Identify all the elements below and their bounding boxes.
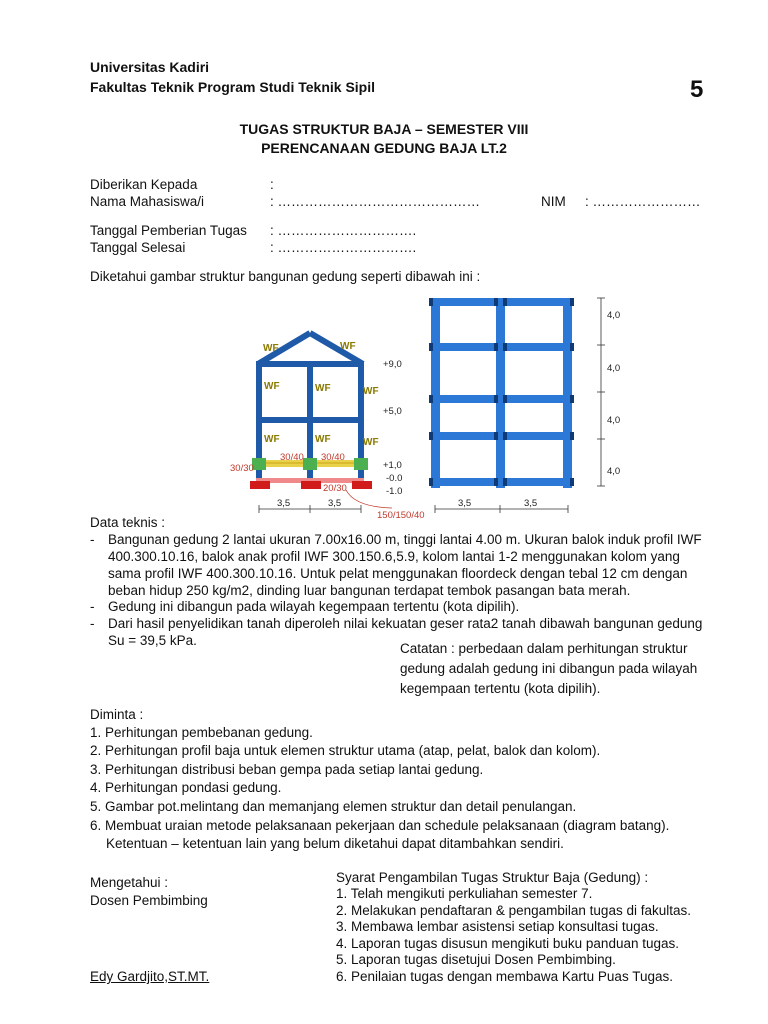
elevation-1: +1,0 bbox=[383, 460, 402, 471]
label-beam-30-40-right: 30/40 bbox=[321, 452, 345, 463]
tech-item-2: Gedung ini dibangun pada wilayah kegempaan tertentu (kota dipilih). bbox=[108, 599, 520, 614]
elevation-9: +9,0 bbox=[383, 359, 402, 370]
given-to-colon: : bbox=[270, 177, 274, 192]
label-col-30-30: 30/30 bbox=[230, 463, 254, 474]
student-name-field: : ……………………………………… bbox=[270, 194, 481, 209]
elevation-5: +5,0 bbox=[383, 406, 402, 417]
tech-item-3-line-1: Dari hasil penyelidikan tanah diperoleh nilai kekuatan geser rata2 tanah dibawah bangunan gedung bbox=[108, 616, 703, 631]
student-name-label: Nama Mahasiswa/i bbox=[90, 194, 205, 209]
university-name: Universitas Kadiri bbox=[90, 59, 210, 75]
requested-item-4: 4. Perhitungan pondasi gedung. bbox=[90, 780, 282, 795]
label-wf-col-5: WF bbox=[315, 434, 331, 445]
label-wf-col-6: WF bbox=[363, 437, 379, 448]
elevation-minus-1: -1.0 bbox=[386, 486, 403, 497]
tech-item-1-line-4: beban hidup 250 kg/m2, dinding luar bangunan terdapat tembok pasangan bata merah. bbox=[108, 583, 631, 598]
label-wf-roof-right: WF bbox=[340, 341, 356, 352]
requirement-2: 2. Melakukan pendaftaran & pengambilan tugas di fakultas. bbox=[336, 903, 691, 918]
label-footing: 150/150/40 bbox=[377, 510, 425, 521]
label-beam-30-40-left: 30/40 bbox=[280, 452, 304, 463]
story-height-3: 4,0 bbox=[607, 415, 621, 426]
requirement-5: 5. Laporan tugas disetujui Dosen Pembimbing. bbox=[336, 952, 616, 967]
label-wf-col-4: WF bbox=[264, 434, 280, 445]
story-height-1: 4,0 bbox=[607, 310, 621, 321]
span-left-2: 3,5 bbox=[328, 498, 342, 509]
note-line-3: kegempaan tertentu (kota dipilih). bbox=[400, 681, 601, 696]
requirements-heading: Syarat Pengambilan Tugas Struktur Baja (Gedung) : bbox=[336, 870, 649, 885]
tech-item-1-line-1: Bangunan gedung 2 lantai ukuran 7.00x16.00 m, tinggi lantai 4.00 m. Ukuran balok induk profil IWF bbox=[108, 532, 702, 547]
given-to-label: Diberikan Kepada bbox=[90, 177, 198, 192]
requested-heading: Diminta : bbox=[90, 707, 144, 722]
assign-date-field: : …………………………. bbox=[270, 223, 417, 238]
requested-item-6: 6. Membuat uraian metode pelaksanaan pekerjaan dan schedule pelaksanaan (diagram batang). bbox=[90, 818, 670, 833]
story-height-4: 4,0 bbox=[607, 466, 621, 477]
title-line-2: PERENCANAAN GEDUNG BAJA LT.2 bbox=[261, 140, 507, 156]
requested-item-1: 1. Perhitungan pembebanan gedung. bbox=[90, 725, 313, 740]
label-wf-col-3: WF bbox=[363, 386, 379, 397]
requirement-3: 3. Membawa lembar asistensi setiap konsultasi tugas. bbox=[336, 919, 659, 934]
technical-heading: Data teknis : bbox=[90, 515, 166, 530]
label-wf-col-1: WF bbox=[264, 381, 280, 392]
span-right-2: 3,5 bbox=[524, 498, 538, 509]
cross-section-drawing bbox=[230, 333, 425, 521]
structure-figure bbox=[225, 290, 645, 522]
bullet-3: - bbox=[90, 616, 95, 631]
note-line-1: Catatan : perbedaan dalam perhitungan struktur bbox=[400, 641, 688, 656]
label-wf-col-2: WF bbox=[315, 383, 331, 394]
tech-item-3-line-2: Su = 39,5 kPa. bbox=[108, 633, 197, 648]
nim-field: : …………………… bbox=[585, 194, 701, 209]
bullet-1: - bbox=[90, 532, 95, 547]
label-wf-roof-left: WF bbox=[263, 343, 279, 354]
span-right-1: 3,5 bbox=[458, 498, 472, 509]
nim-label: NIM bbox=[541, 194, 566, 209]
span-left-1: 3,5 bbox=[277, 498, 291, 509]
requirement-6: 6. Penilaian tugas dengan membawa Kartu Puas Tugas. bbox=[336, 969, 673, 984]
tech-item-1-line-2: 400.300.10.16, balok anak profil IWF 300.150.6,5.9, kolom lantai 1-2 menggunakan kolom yang bbox=[108, 549, 680, 564]
elevation-0: -0.0 bbox=[386, 473, 403, 484]
requested-item-5: 5. Gambar pot.melintang dan memanjang elemen struktur dan detail penulangan. bbox=[90, 799, 577, 814]
assign-date-label: Tanggal Pemberian Tugas bbox=[90, 223, 247, 238]
bullet-2: - bbox=[90, 599, 95, 614]
label-tie-20-30: 20/30 bbox=[323, 483, 347, 494]
requested-item-2: 2. Perhitungan profil baja untuk elemen struktur utama (atap, pelat, balok dan kolom). bbox=[90, 743, 601, 758]
title-line-1: TUGAS STRUKTUR BAJA – SEMESTER VIII bbox=[239, 121, 529, 137]
tech-item-1-line-3: sama profil IWF 400.300.10.16. Untuk pelat menggunakan floordeck dengan tebal 12 cm dengan bbox=[108, 566, 688, 581]
note-line-2: gedung adalah gedung ini dibangun pada wilayah bbox=[400, 661, 698, 676]
intro-text: Diketahui gambar struktur bangunan gedung seperti dibawah ini : bbox=[90, 269, 481, 284]
known-label: Mengetahui : bbox=[90, 875, 169, 890]
frame-elevation-drawing bbox=[429, 298, 620, 513]
finish-date-label: Tanggal Selesai bbox=[90, 240, 186, 255]
story-height-2: 4,0 bbox=[607, 363, 621, 374]
requested-extra: Ketentuan – ketentuan lain yang belum diketahui dapat ditambahkan sendiri. bbox=[106, 836, 564, 851]
faculty-name: Fakultas Teknik Program Studi Teknik Sipil bbox=[90, 79, 375, 95]
supervisor-name: Edy Gardjito,ST.MT. bbox=[90, 969, 210, 984]
page-number: 5 bbox=[690, 76, 704, 103]
finish-date-field: : …………………………. bbox=[270, 240, 417, 255]
requested-item-3: 3. Perhitungan distribusi beban gempa pada setiap lantai gedung. bbox=[90, 762, 484, 777]
requirement-1: 1. Telah mengikuti perkuliahan semester 7. bbox=[336, 886, 593, 901]
supervisor-role: Dosen Pembimbing bbox=[90, 893, 208, 908]
requirement-4: 4. Laporan tugas disusun mengikuti buku panduan tugas. bbox=[336, 936, 679, 951]
